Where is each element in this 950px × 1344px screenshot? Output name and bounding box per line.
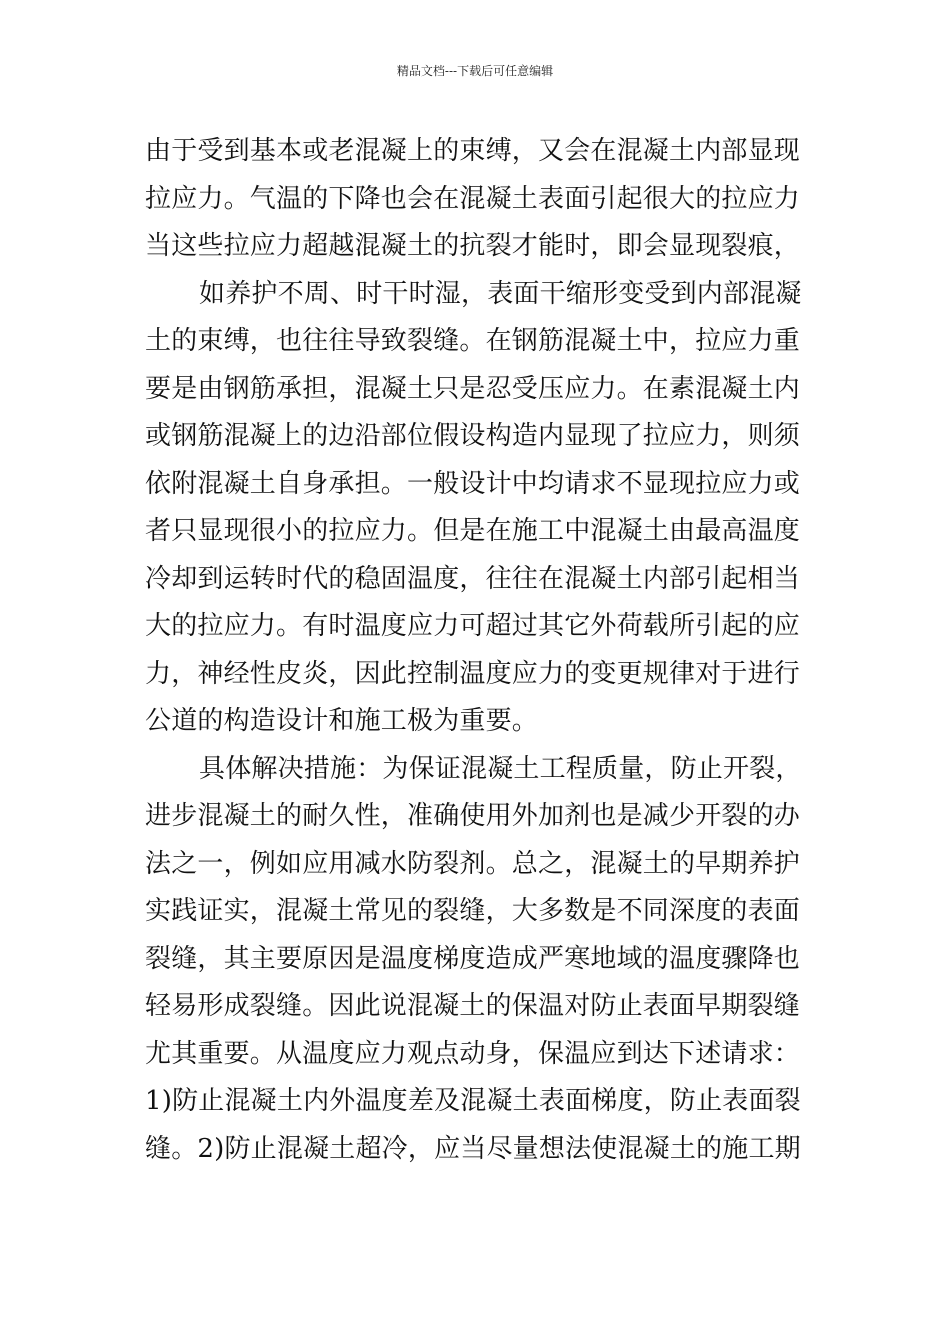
paragraph-line: 冷却到运转时代的稳固温度，往往在混凝土内部引起相当 [145,563,801,594]
paragraph-line: 当这些拉应力超越混凝土的抗裂才能时，即会显现裂痕， [145,231,801,261]
paragraph-line: 尤其重要。从温度应力观点动身，保温应到达下述请求： [145,1038,801,1069]
paragraph-line: 由于受到基本或老混凝上的束缚，又会在混凝土内部显现 [145,136,801,166]
paragraph-line: 大的拉应力。有时温度应力可超过其它外荷载所引起的应 [145,611,801,641]
paragraph-line: 力，神经性皮炎，因此控制温度应力的变更规律对于进行 [145,658,801,689]
paragraph-1 [145,128,815,271]
paragraph-line: 者只显现很小的拉应力。但是在施工中混凝土由最高温度 [145,516,801,546]
paragraph-line: 轻易形成裂缝。因此说混凝土的保温对防止表面早期裂缝 [145,991,801,1021]
paragraph-line: 缝。2)防止混凝土超冷，应当尽量想法使混凝土的施工期 [145,1133,801,1164]
paragraph-2 [145,271,815,746]
paragraph-line: 实践证实，混凝土常见的裂缝，大多数是不同深度的表面 [145,896,801,926]
paragraph-line: 公道的构造设计和施工极为重要。 [145,706,539,736]
paragraph-line: 依附混凝土自身承担。一般设计中均请求不显现拉应力或 [145,468,801,499]
paragraph-line: 拉应力。气温的下降也会在混凝土表面引起很大的拉应力 [145,183,801,214]
paragraph-line: 进步混凝土的耐久性，准确使用外加剂也是减少开裂的办 [145,801,801,831]
paragraph-3 [145,746,815,1174]
page-header: 精品文档---下载后可任意编辑 [396,64,554,78]
paragraph-line: 法之一，例如应用减水防裂剂。总之，混凝土的早期养护 [145,848,801,879]
paragraph-line: 或钢筋混凝上的边沿部位假设构造内显现了拉应力，则须 [145,421,801,451]
paragraph-line: 1)防止混凝土内外温度差及混凝土表面梯度，防止表面裂 [145,1086,801,1116]
paragraph-line: 具体解决措施：为保证混凝土工程质量，防止开裂， [199,753,802,784]
paragraph-line: 裂缝，其主要原因是温度梯度造成严寒地域的温度骤降也 [145,943,801,974]
paragraph-line: 土的束缚，也往往导致裂缝。在钢筋混凝土中，拉应力重 [145,326,801,356]
paragraph-line: 要是由钢筋承担，混凝土只是忍受压应力。在素混凝土内 [145,373,801,404]
body-text [145,128,815,1173]
paragraph-line: 如养护不周、时干时湿，表面干缩形变受到内部混凝 [199,278,802,309]
